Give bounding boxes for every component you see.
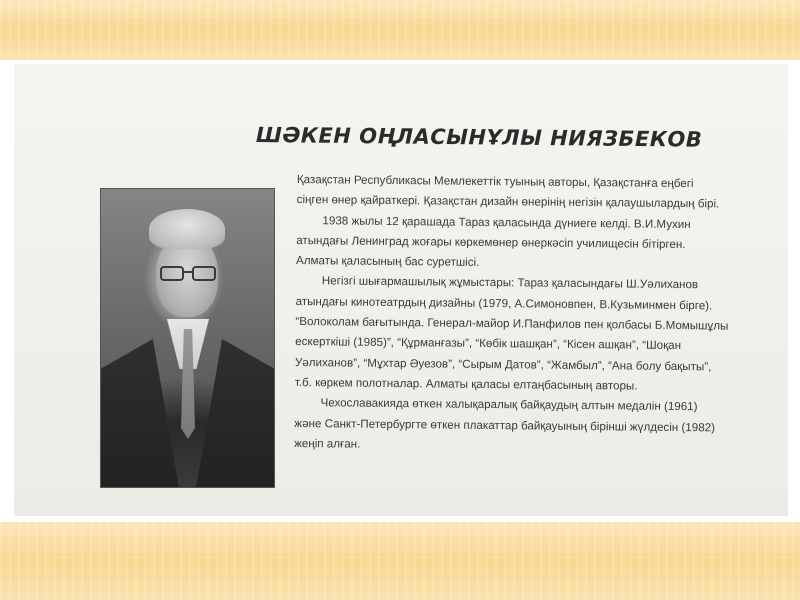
portrait-hair bbox=[149, 209, 225, 249]
portrait-photo bbox=[100, 188, 275, 488]
bio-line: ескерткіші (1985)”, “Құрманғазы”, “Көбік шашқан”, “Кісен ашқан”, “Шоқан bbox=[295, 335, 682, 353]
bio-line: Уәлиханов”, “Мұхтар Әуезов”, “Сырым Датов”, “Жамбыл”, “Ана болу бақыты”, bbox=[294, 355, 712, 374]
bio-line: Негізгі шығармашылық жұмыстары: Тараз қаласындағы Ш.Уәлиханов bbox=[321, 274, 699, 292]
bio-line: жеңіп алған. bbox=[294, 436, 361, 451]
biography-text bbox=[294, 170, 777, 459]
bio-line: “Волоколам бағытында. Генерал-майор И.Панфилов пен қолбасы Б.Момышұлы bbox=[295, 315, 729, 333]
portrait-glasses bbox=[157, 265, 219, 283]
bio-line: т.б. көркем полотналар. Алматы қаласы елтаңбасының авторы. bbox=[294, 375, 638, 393]
bio-line: Қазақстан Республикасы Мемлекеттік туының авторы, Қазақстанға еңбегі bbox=[296, 172, 694, 191]
bio-line: 1938 жылы 12 қарашада Тараз қаласында дүниеге келді. В.И.Мухин bbox=[322, 213, 691, 231]
bio-line: Чехославакияда өткен халықаралық байқаудың алтын медалін (1961) bbox=[320, 396, 698, 414]
bio-line: атындағы Ленинград жоғары көркемөнер өнеркәсіп училищесін бітірген. bbox=[296, 233, 686, 251]
top-decorative-band bbox=[0, 0, 800, 60]
bio-line: атындағы кинотеатрдың дизайны (1979, А.Симоновпен, В.Кузьминмен бірге). bbox=[295, 294, 713, 313]
page-title: ШӘКЕН ОҢЛАСЫНҰЛЫ НИЯЗБЕКОВ bbox=[255, 123, 703, 152]
bio-line: Алматы қаласының бас суретшісі. bbox=[295, 254, 480, 270]
bio-line: және Санкт-Петербургте өткен плакаттар байқауының бірінші жүлдесін (1982) bbox=[294, 416, 716, 434]
bio-line: сіңген өнер қайраткері. Қазақстан дизайн өнерінің негізін қалаушылардың бірі. bbox=[296, 193, 720, 211]
bottom-decorative-band bbox=[0, 522, 800, 600]
